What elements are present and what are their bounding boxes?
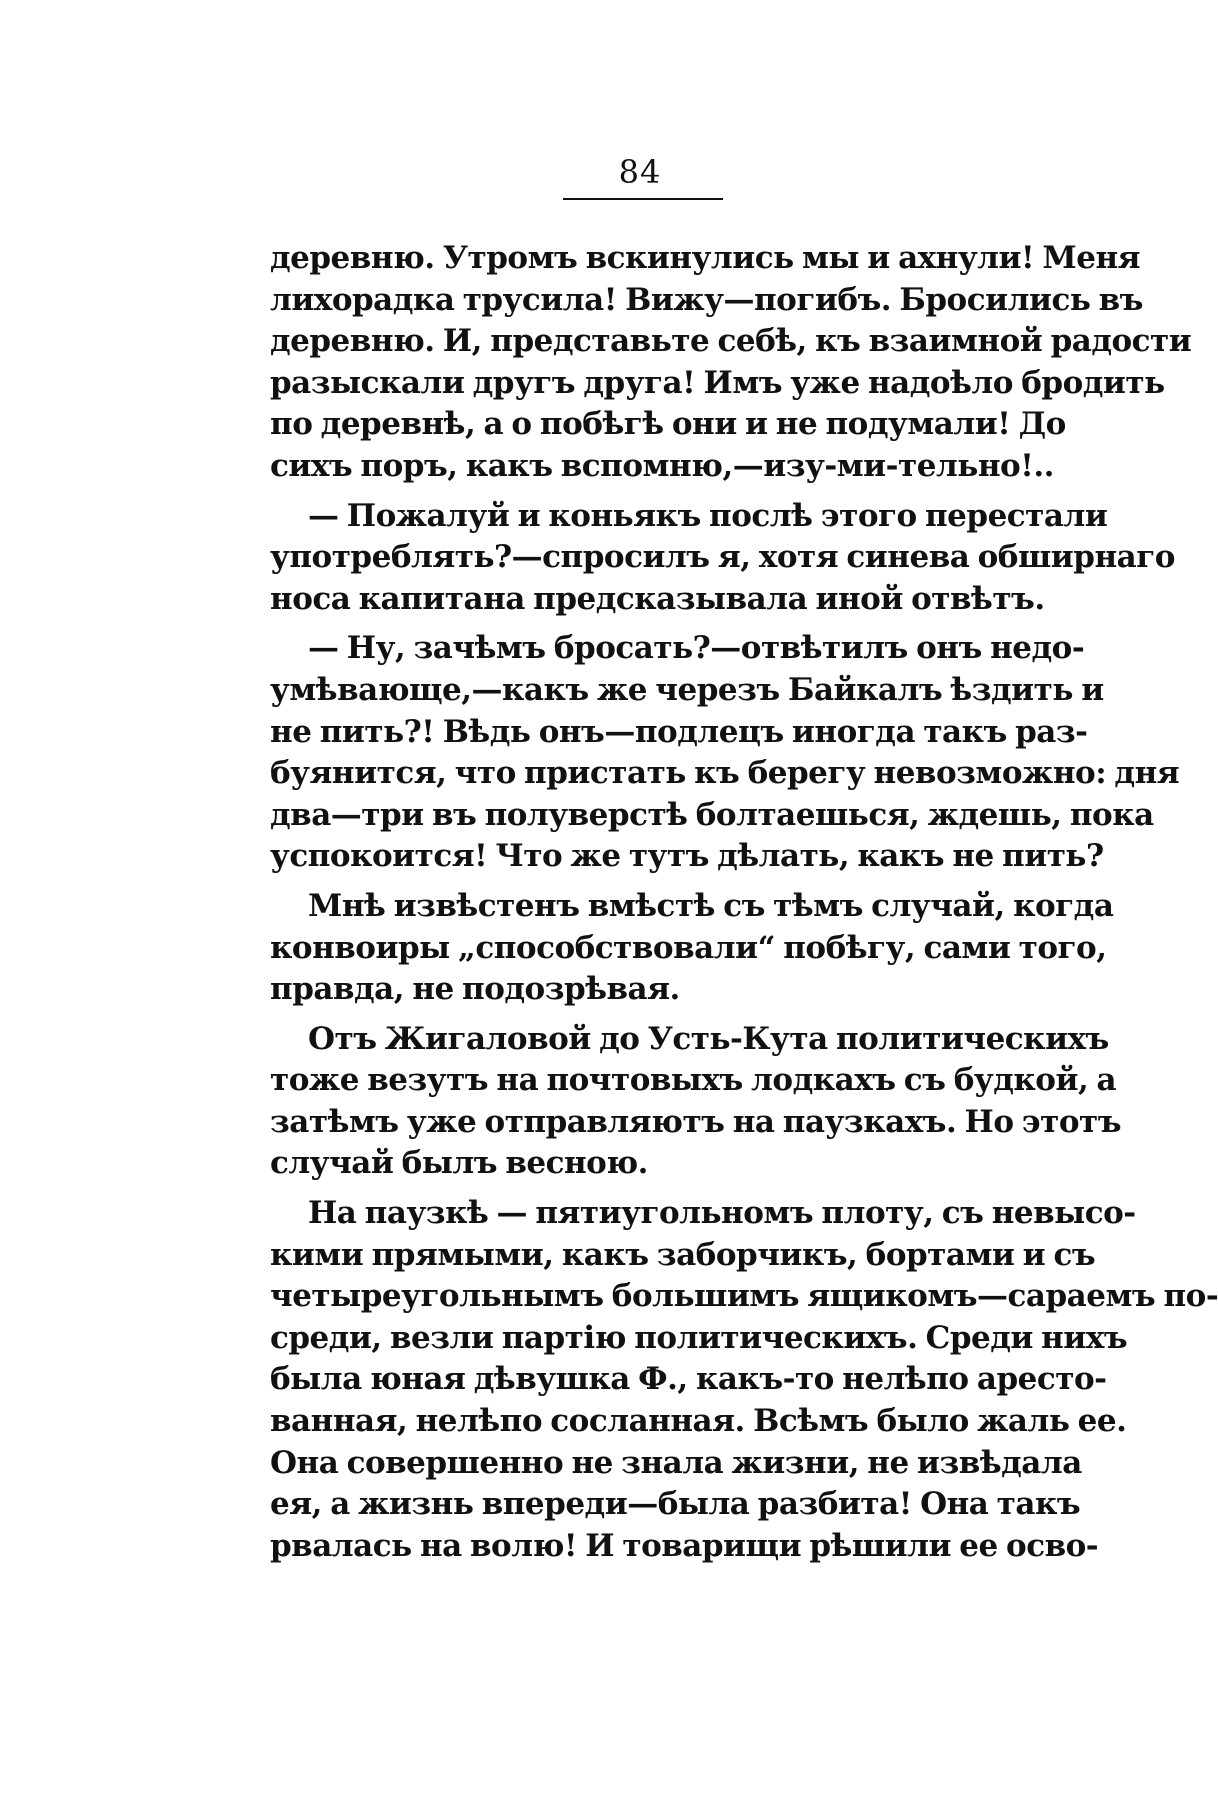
text-line: два—три въ полуверстѣ болтаешься, ждешь, пока <box>270 796 1154 833</box>
text-line: затѣмъ уже отправляютъ на паузкахъ. Но этотъ <box>270 1103 1122 1140</box>
text-line: лихорадка трусила! Вижу—погибъ. Бросились въ <box>270 281 1143 318</box>
text-line: употреблять?—спросилъ я, хотя синева обширнаго <box>270 539 1175 576</box>
text-line: среди, везли партію политическихъ. Среди нихъ <box>270 1319 1128 1356</box>
text-line: — Пожалуй и коньякъ послѣ этого перестали <box>308 497 1108 534</box>
text-line: успокоится! Что же тутъ дѣлать, какъ не пить? <box>270 838 1104 875</box>
text-line: кими прямыми, какъ заборчикъ, бортами и съ <box>270 1236 1096 1273</box>
header-rule <box>563 198 723 200</box>
text-line: сихъ поръ, какъ вспомню,—изу-ми-тельно!.. <box>270 447 1054 484</box>
text-line: случай былъ весною. <box>270 1145 648 1182</box>
text-line: На паузкѣ — пятиугольномъ плоту, съ невысо- <box>308 1195 1136 1232</box>
paragraph <box>270 238 1192 488</box>
text-line: умѣвающе,—какъ же черезъ Байкалъ ѣздить и <box>270 671 1104 708</box>
text-line: Мнѣ извѣстенъ вмѣстѣ съ тѣмъ случай, когда <box>308 887 1114 924</box>
text-line: правда, не подозрѣвая. <box>270 971 680 1008</box>
text-line: — Ну, зачѣмъ бросать?—отвѣтилъ онъ недо- <box>308 630 1085 667</box>
paragraph <box>270 496 1175 621</box>
text-line: ея, а жизнь впереди—была разбита! Она такъ <box>270 1486 1081 1523</box>
paragraph <box>270 1019 1122 1185</box>
paragraph <box>270 1193 1218 1567</box>
text-line: четыреугольнымъ большимъ ящикомъ—сараемъ по- <box>270 1278 1218 1315</box>
text-line: не пить?! Вѣдь онъ—подлецъ иногда такъ раз- <box>270 713 1088 750</box>
text-line: Она совершенно не знала жизни, не извѣдала <box>270 1444 1082 1481</box>
text-line: носа капитана предсказывала иной отвѣтъ. <box>270 580 1045 617</box>
text-line: по деревнѣ, а о побѣгѣ они и не подумали! До <box>270 406 1066 443</box>
page-number: 84 <box>618 153 662 191</box>
paragraph <box>270 886 1114 1011</box>
text-line: разыскали другъ друга! Имъ уже надоѣло бродить <box>270 364 1165 401</box>
text-line: буянится, что пристать къ берегу невозможно: дня <box>270 755 1180 792</box>
text-line: конвоиры „способствовали“ побѣгу, сами того, <box>270 929 1107 966</box>
body-text <box>270 238 1218 1567</box>
text-line: ванная, нелѣпо сосланная. Всѣмъ было жаль ее. <box>270 1403 1127 1440</box>
text-line: рвалась на волю! И товарищи рѣшили ее осво- <box>270 1527 1099 1564</box>
text-line: была юная дѣвушка Ф., какъ-то нелѣпо аресто- <box>270 1361 1107 1398</box>
text-line: Отъ Жигаловой до Усть-Кута политическихъ <box>308 1020 1109 1057</box>
text-line: тоже везутъ на почтовыхъ лодкахъ съ будкой, а <box>270 1062 1117 1099</box>
text-line: деревню. Утромъ вскинулись мы и ахнули! Меня <box>270 240 1141 276</box>
text-line: деревню. И, представьте себѣ, къ взаимной радости <box>270 323 1192 360</box>
paragraph <box>270 628 1180 878</box>
